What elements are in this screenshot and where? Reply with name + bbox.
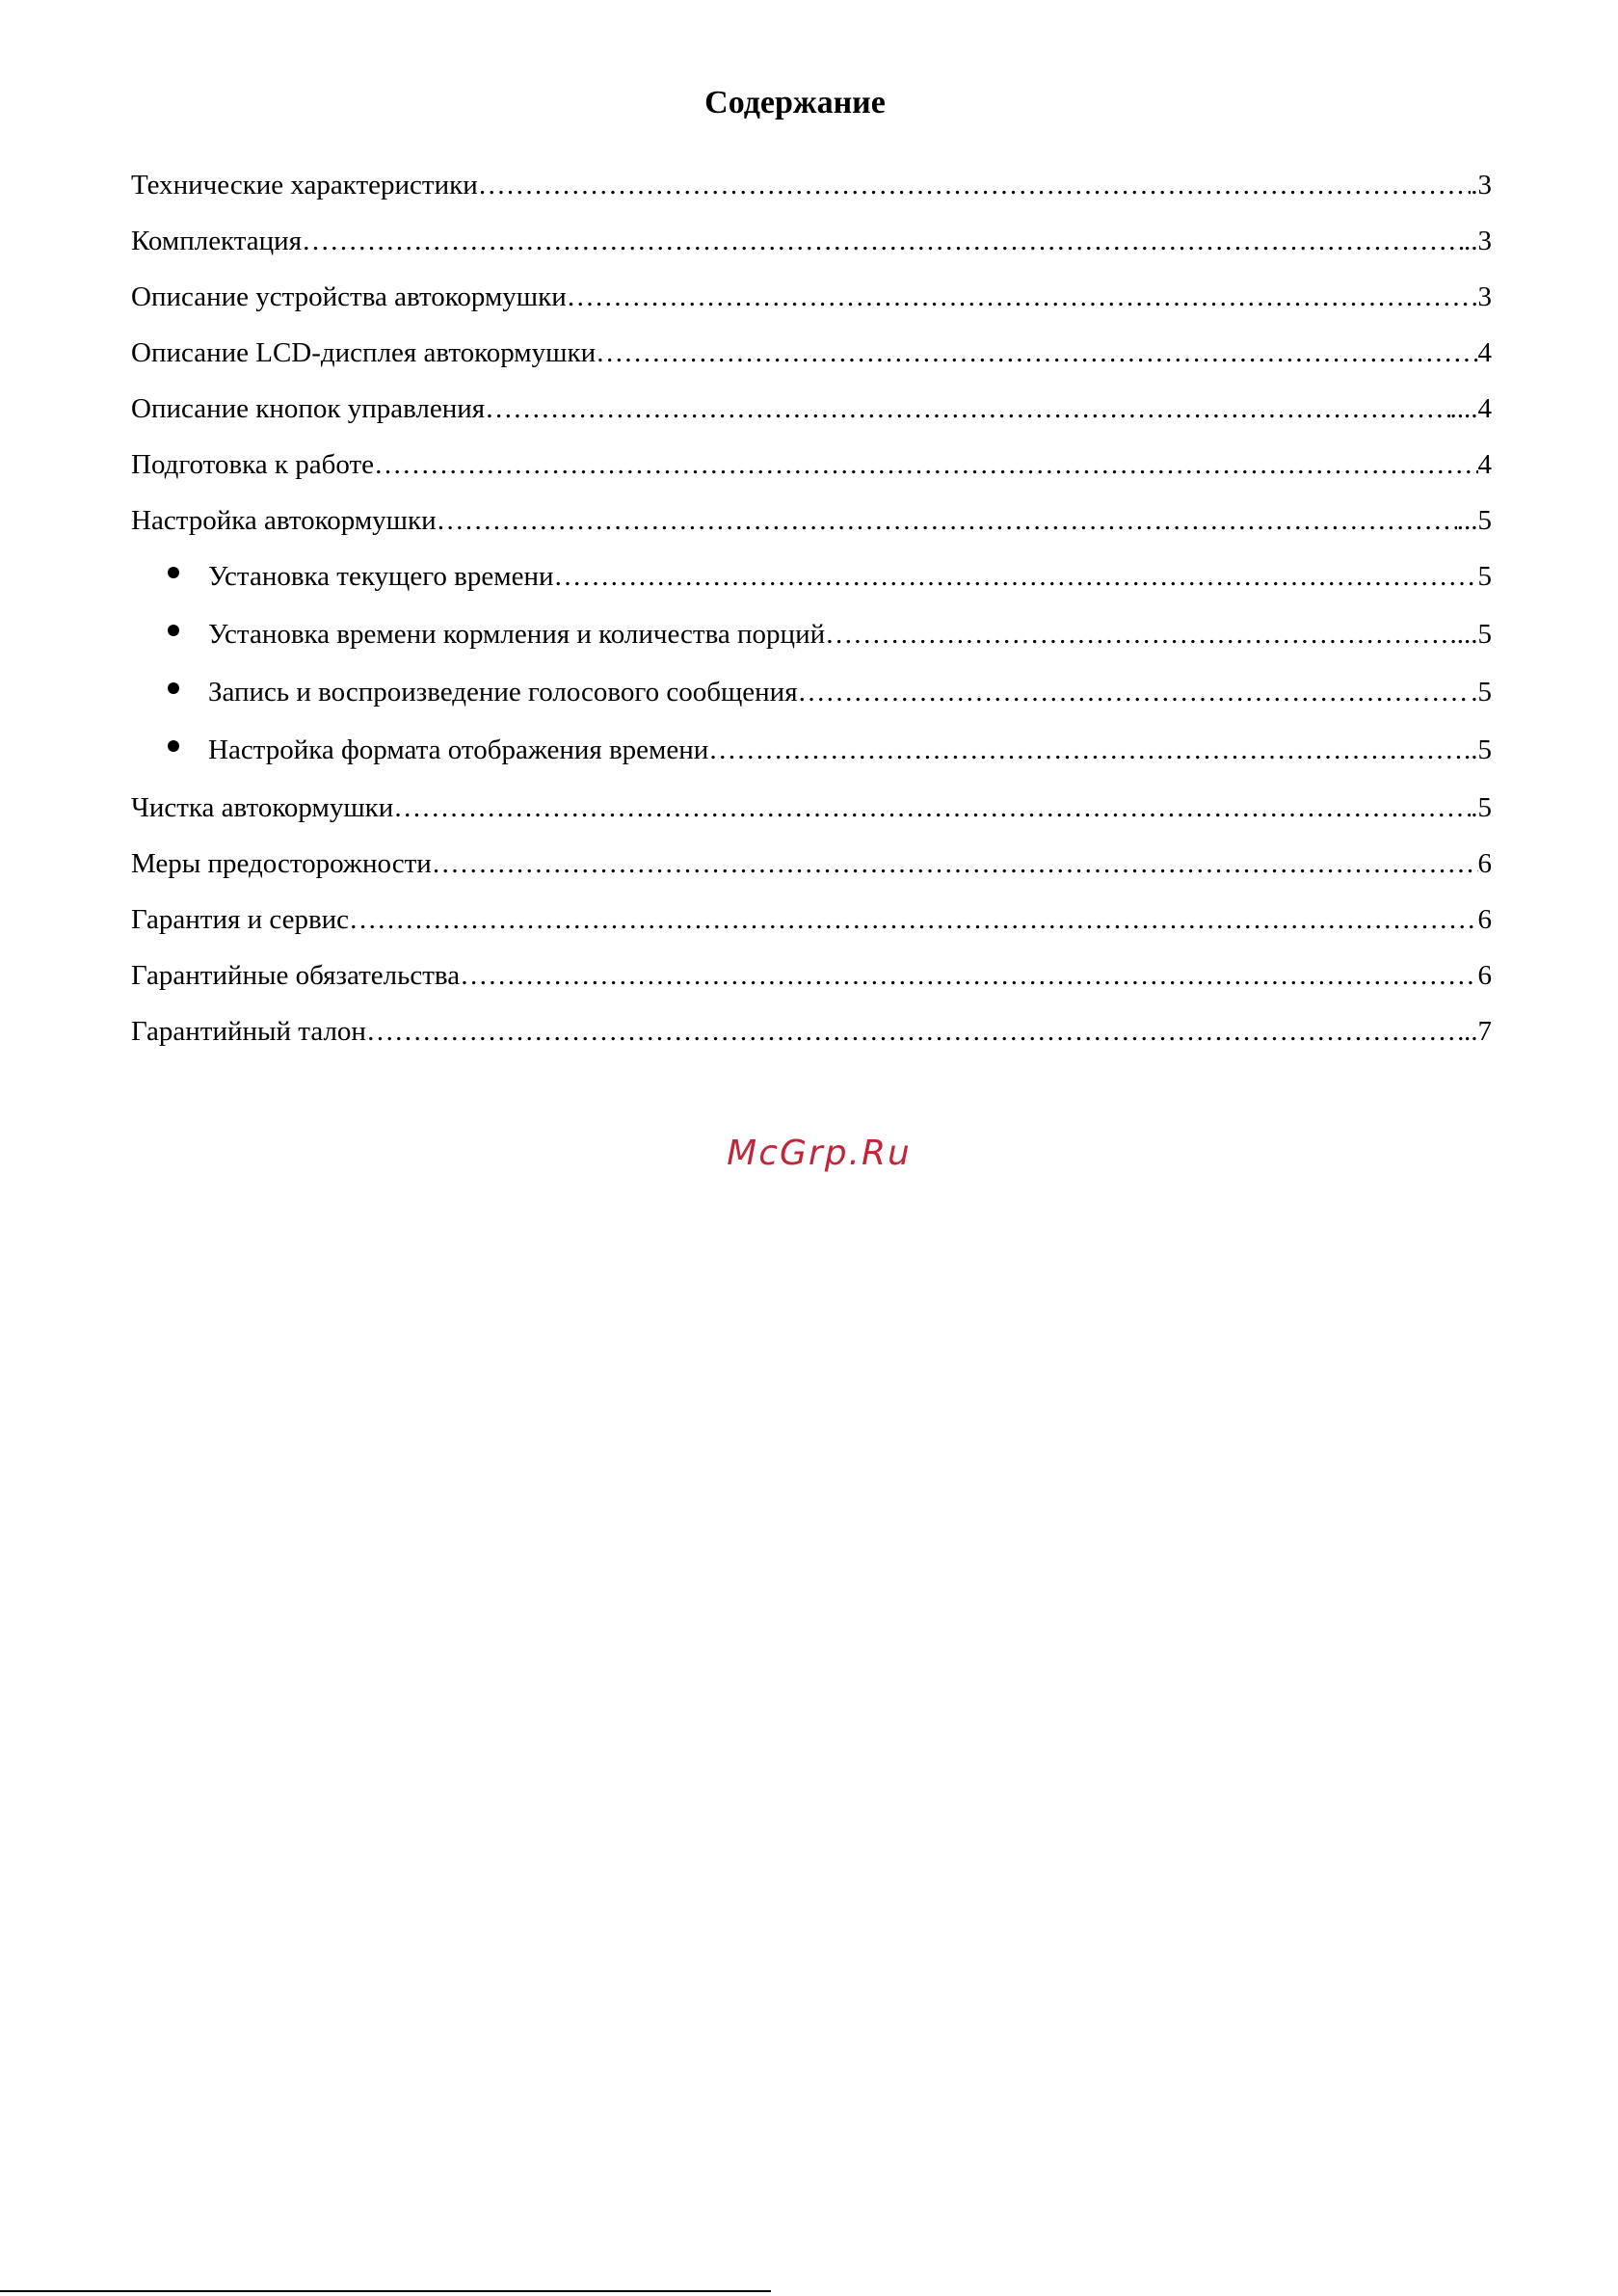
toc-entry-label: Установка времени кормления и количества порций (208, 619, 826, 650)
toc-entry-label: Описание кнопок управления (131, 393, 486, 424)
toc-entry-label: Описание LCD-дисплея автокормушки (131, 337, 597, 368)
toc-entry[interactable] (131, 499, 1492, 555)
toc-entry[interactable] (131, 443, 1492, 499)
toc-page-number: ..5 (1464, 734, 1492, 765)
toc-page-number: ..3 (1464, 226, 1492, 256)
toc-entry[interactable] (131, 842, 1492, 898)
toc-entry-label: Подготовка к работе (131, 449, 375, 480)
toc-dot-leader (708, 729, 1464, 771)
toc-page-number: 3 (1477, 281, 1492, 312)
toc-dot-leader (798, 671, 1472, 713)
toc-dot-leader (825, 613, 1449, 655)
toc-dot-leader (366, 1010, 1464, 1053)
table-of-contents (131, 164, 1492, 1066)
toc-entry[interactable] (131, 898, 1492, 954)
toc-entry-label: Описание устройства автокормушки (131, 281, 567, 312)
toc-page-number: .3 (1471, 170, 1492, 200)
toc-entry[interactable] (131, 1010, 1492, 1066)
toc-page-number: 6 (1477, 848, 1492, 879)
toc-page-number: .5 (1471, 792, 1492, 823)
toc-page-number: 6 (1477, 904, 1492, 935)
toc-dot-leader (393, 787, 1471, 829)
toc-page-number: ..7 (1464, 1016, 1492, 1047)
toc-entry-label: Настройка формата отображения времени (208, 734, 709, 765)
toc-page-number: .5 (1471, 677, 1492, 707)
toc-dot-leader (485, 387, 1449, 430)
toc-dot-leader (596, 332, 1477, 374)
toc-entry[interactable] (131, 387, 1492, 443)
toc-entry-label: Комплектация (131, 226, 303, 256)
toc-entry-label: Настройка автокормушки (131, 505, 437, 536)
toc-dot-leader (478, 164, 1472, 206)
toc-entry-label: Меры предосторожности (131, 848, 432, 879)
toc-dot-leader (553, 555, 1477, 598)
toc-page-number: 6 (1477, 960, 1492, 991)
footer-divider (0, 2290, 771, 2292)
toc-entry[interactable] (131, 787, 1492, 842)
toc-entry-label: Чистка автокормушки (131, 792, 394, 823)
toc-dot-leader (437, 499, 1457, 542)
watermark-logo: McGrp.Ru (727, 1134, 912, 1173)
toc-entry-label: Технические характеристики (131, 170, 478, 200)
toc-page-number: ....5 (1449, 619, 1492, 650)
toc-page-number: 4 (1477, 337, 1492, 368)
page-title: Содержание (704, 84, 886, 120)
toc-page-number: ...5 (1456, 505, 1492, 536)
toc-page-number: 4 (1477, 449, 1492, 480)
toc-entry[interactable] (131, 954, 1492, 1010)
toc-subentry[interactable] (131, 555, 1492, 613)
toc-dot-leader (432, 842, 1478, 885)
toc-entry[interactable] (131, 164, 1492, 220)
toc-dot-leader (349, 898, 1477, 941)
toc-entry[interactable] (131, 332, 1492, 387)
toc-entry-label: Гарантия и сервис (131, 904, 350, 935)
toc-page-number: 5 (1477, 561, 1492, 592)
toc-entry[interactable] (131, 276, 1492, 332)
toc-dot-leader (460, 954, 1477, 997)
toc-dot-leader (567, 276, 1478, 318)
toc-page-number: ....4 (1449, 393, 1492, 424)
toc-entry-label: Гарантийные обязательства (131, 960, 461, 991)
toc-subentry[interactable] (131, 671, 1492, 729)
toc-subentry[interactable] (131, 613, 1492, 671)
toc-dot-leader (302, 220, 1464, 262)
toc-subentry[interactable] (131, 729, 1492, 787)
toc-entry-label: Гарантийный талон (131, 1016, 366, 1047)
toc-entry-label: Установка текущего времени (208, 561, 554, 592)
toc-entry-label: Запись и воспроизведение голосового сообщения (208, 677, 798, 707)
toc-entry[interactable] (131, 220, 1492, 276)
toc-dot-leader (374, 443, 1477, 486)
